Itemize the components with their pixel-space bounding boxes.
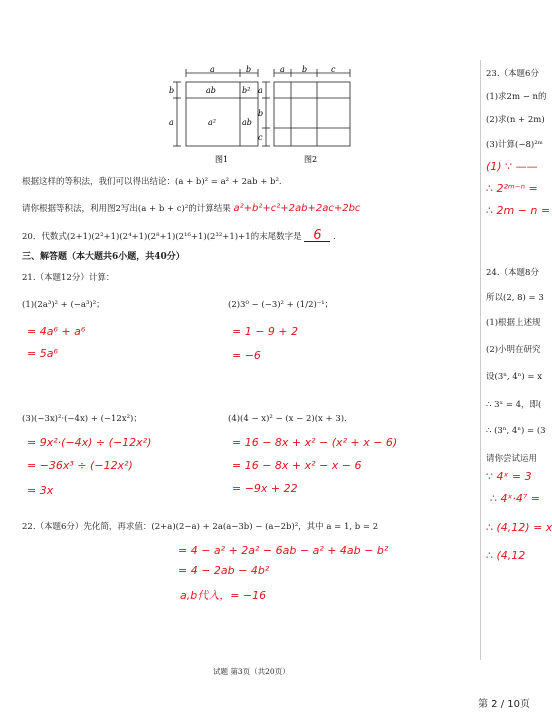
q21-part4-work-2: = 16 − 8x + x² − x − 6 (232, 459, 362, 472)
q24-line5: ∴ 3ˣ = 4，即( (486, 400, 542, 410)
q23-work-3: ∴ 2m − n = (486, 204, 551, 217)
fig1-cell-ab-right: ab (242, 118, 252, 127)
page-indicator: 第 2 / 10页 (478, 699, 530, 710)
q23-head: 23.（本题6分 (486, 69, 539, 79)
q22-work-3: a,b代入，= −16 (180, 589, 267, 602)
q23-part3: (3)计算(−8)²ᵐ (486, 140, 543, 150)
q22-work-1: = 4 − a² + 2a² − 6ab − a² + 4ab − b² (178, 544, 389, 557)
fig2-top-b: b (302, 65, 308, 74)
q19-line2-prefix: 请你根据等积法，利用图2写出(a + b + c)²的计算结果 (22, 204, 231, 214)
figure-1 (168, 62, 268, 172)
right-column (480, 60, 552, 660)
q24-line1: 所以(2, 8) = 3 (486, 293, 544, 303)
q20-answer-blank: 6 (304, 230, 330, 242)
figure-2 (258, 62, 358, 172)
q24-line3: (2)小明在研究 (486, 345, 541, 355)
q24-line4: 设(3ⁿ, 4ⁿ) = x (486, 372, 543, 382)
q21-part3-work-3: = 3x (27, 484, 54, 497)
q23-part1: (1)求2m − n的 (486, 92, 547, 102)
q20-line (22, 230, 336, 243)
fig1-side-b: b (169, 86, 175, 95)
q21-part4-work-3: = −9x + 22 (232, 482, 298, 495)
q24-line7: 请你尝试运用 (486, 454, 538, 464)
section-3-heading: 三、解答题（本大题共6小题，共40分） (22, 252, 185, 262)
q21-part2-work-1: = 1 − 9 + 2 (232, 325, 299, 338)
q21-part1: (1)(2a³)² + (−a³)²； (22, 300, 105, 310)
q23-work-1: (1) ∵ —— (486, 160, 538, 173)
q22-text: 22.（本题6分）先化简，再求值：(2+a)(2−a) + 2a(a−3b) − (a−2b)²，其中 a = 1, b = 2 (22, 522, 379, 532)
q21-part3-work-1: = 9x²·(−4x) ÷ (−12x²) (27, 436, 152, 449)
q19-line2 (22, 203, 360, 215)
q23-work-2: ∴ 2²ᵐ⁻ⁿ = (486, 182, 538, 195)
q20-text: 20．代数式(2+1)(2²+1)(2⁴+1)(2⁸+1)(2¹⁶+1)(2³²+1)+1的末尾数字是 (22, 232, 302, 242)
q21-head: 21.（本题12分）计算： (22, 273, 115, 283)
fig2-side-a: a (258, 86, 263, 95)
fig1-side-a: a (169, 118, 174, 127)
q24-work-4: ∴ (4,12 (486, 549, 526, 562)
q21-part1-work-2: = 5a⁶ (27, 347, 58, 360)
q21-part2: (2)3⁰ − (−3)² + (1/2)⁻¹； (228, 300, 334, 310)
q24-work-1: ∵ 4ˣ = 3 (486, 470, 532, 483)
fig2-side-b: b (258, 109, 264, 118)
q21-part4-work-1: = 16 − 8x + x² − (x² + x − 6) (232, 436, 398, 449)
q24-line2: (1)根据上述规 (486, 318, 541, 328)
q24-work-2: ∴ 4ˣ·4⁷ = (490, 492, 540, 505)
q21-part4: (4)(4 − x)² − (x − 2)(x + 3)． (228, 414, 353, 424)
fig1-top-a: a (210, 65, 215, 74)
q21-part1-work-1: = 4a⁶ + a⁶ (27, 325, 86, 338)
fig2-top-c: c (331, 65, 336, 74)
fig1-cell-b2: b² (242, 86, 251, 95)
q22-work-2: = 4 − 2ab − 4b² (178, 564, 270, 577)
q24-head: 24.（本题8分 (486, 268, 539, 278)
q19-handwritten-answer: a²+b²+c²+2ab+2ac+2bc (233, 203, 361, 214)
q21-part3-work-2: = −36x³ ÷ (−12x²) (27, 459, 133, 472)
fig2-caption: 图2 (304, 155, 318, 164)
q20-end: . (333, 232, 336, 242)
page-footer: 试题 第3页（共20页） (213, 667, 290, 676)
q24-work-3: ∴ (4,12) = x (486, 521, 552, 534)
q21-part2-work-2: = −6 (232, 349, 261, 362)
q23-part2: (2)求(n + 2m) (486, 115, 545, 125)
fig1-caption: 图1 (215, 155, 229, 164)
q24-line6: ∴ (3ⁿ, 4ⁿ) = (3 (486, 426, 546, 436)
fig2-side-c: c (258, 133, 263, 142)
q21-part3: (3)(−3x)²·(−4x) + (−12x²)； (22, 414, 142, 424)
fig1-cell-ab-top: ab (206, 86, 216, 95)
fig2-top-a: a (280, 65, 285, 74)
fig1-cell-a2: a² (208, 118, 216, 127)
q19-line1: 根据这样的等积法，我们可以得出结论：(a + b)² = a² + 2ab + b². (22, 177, 282, 187)
fig1-top-b: b (246, 65, 252, 74)
